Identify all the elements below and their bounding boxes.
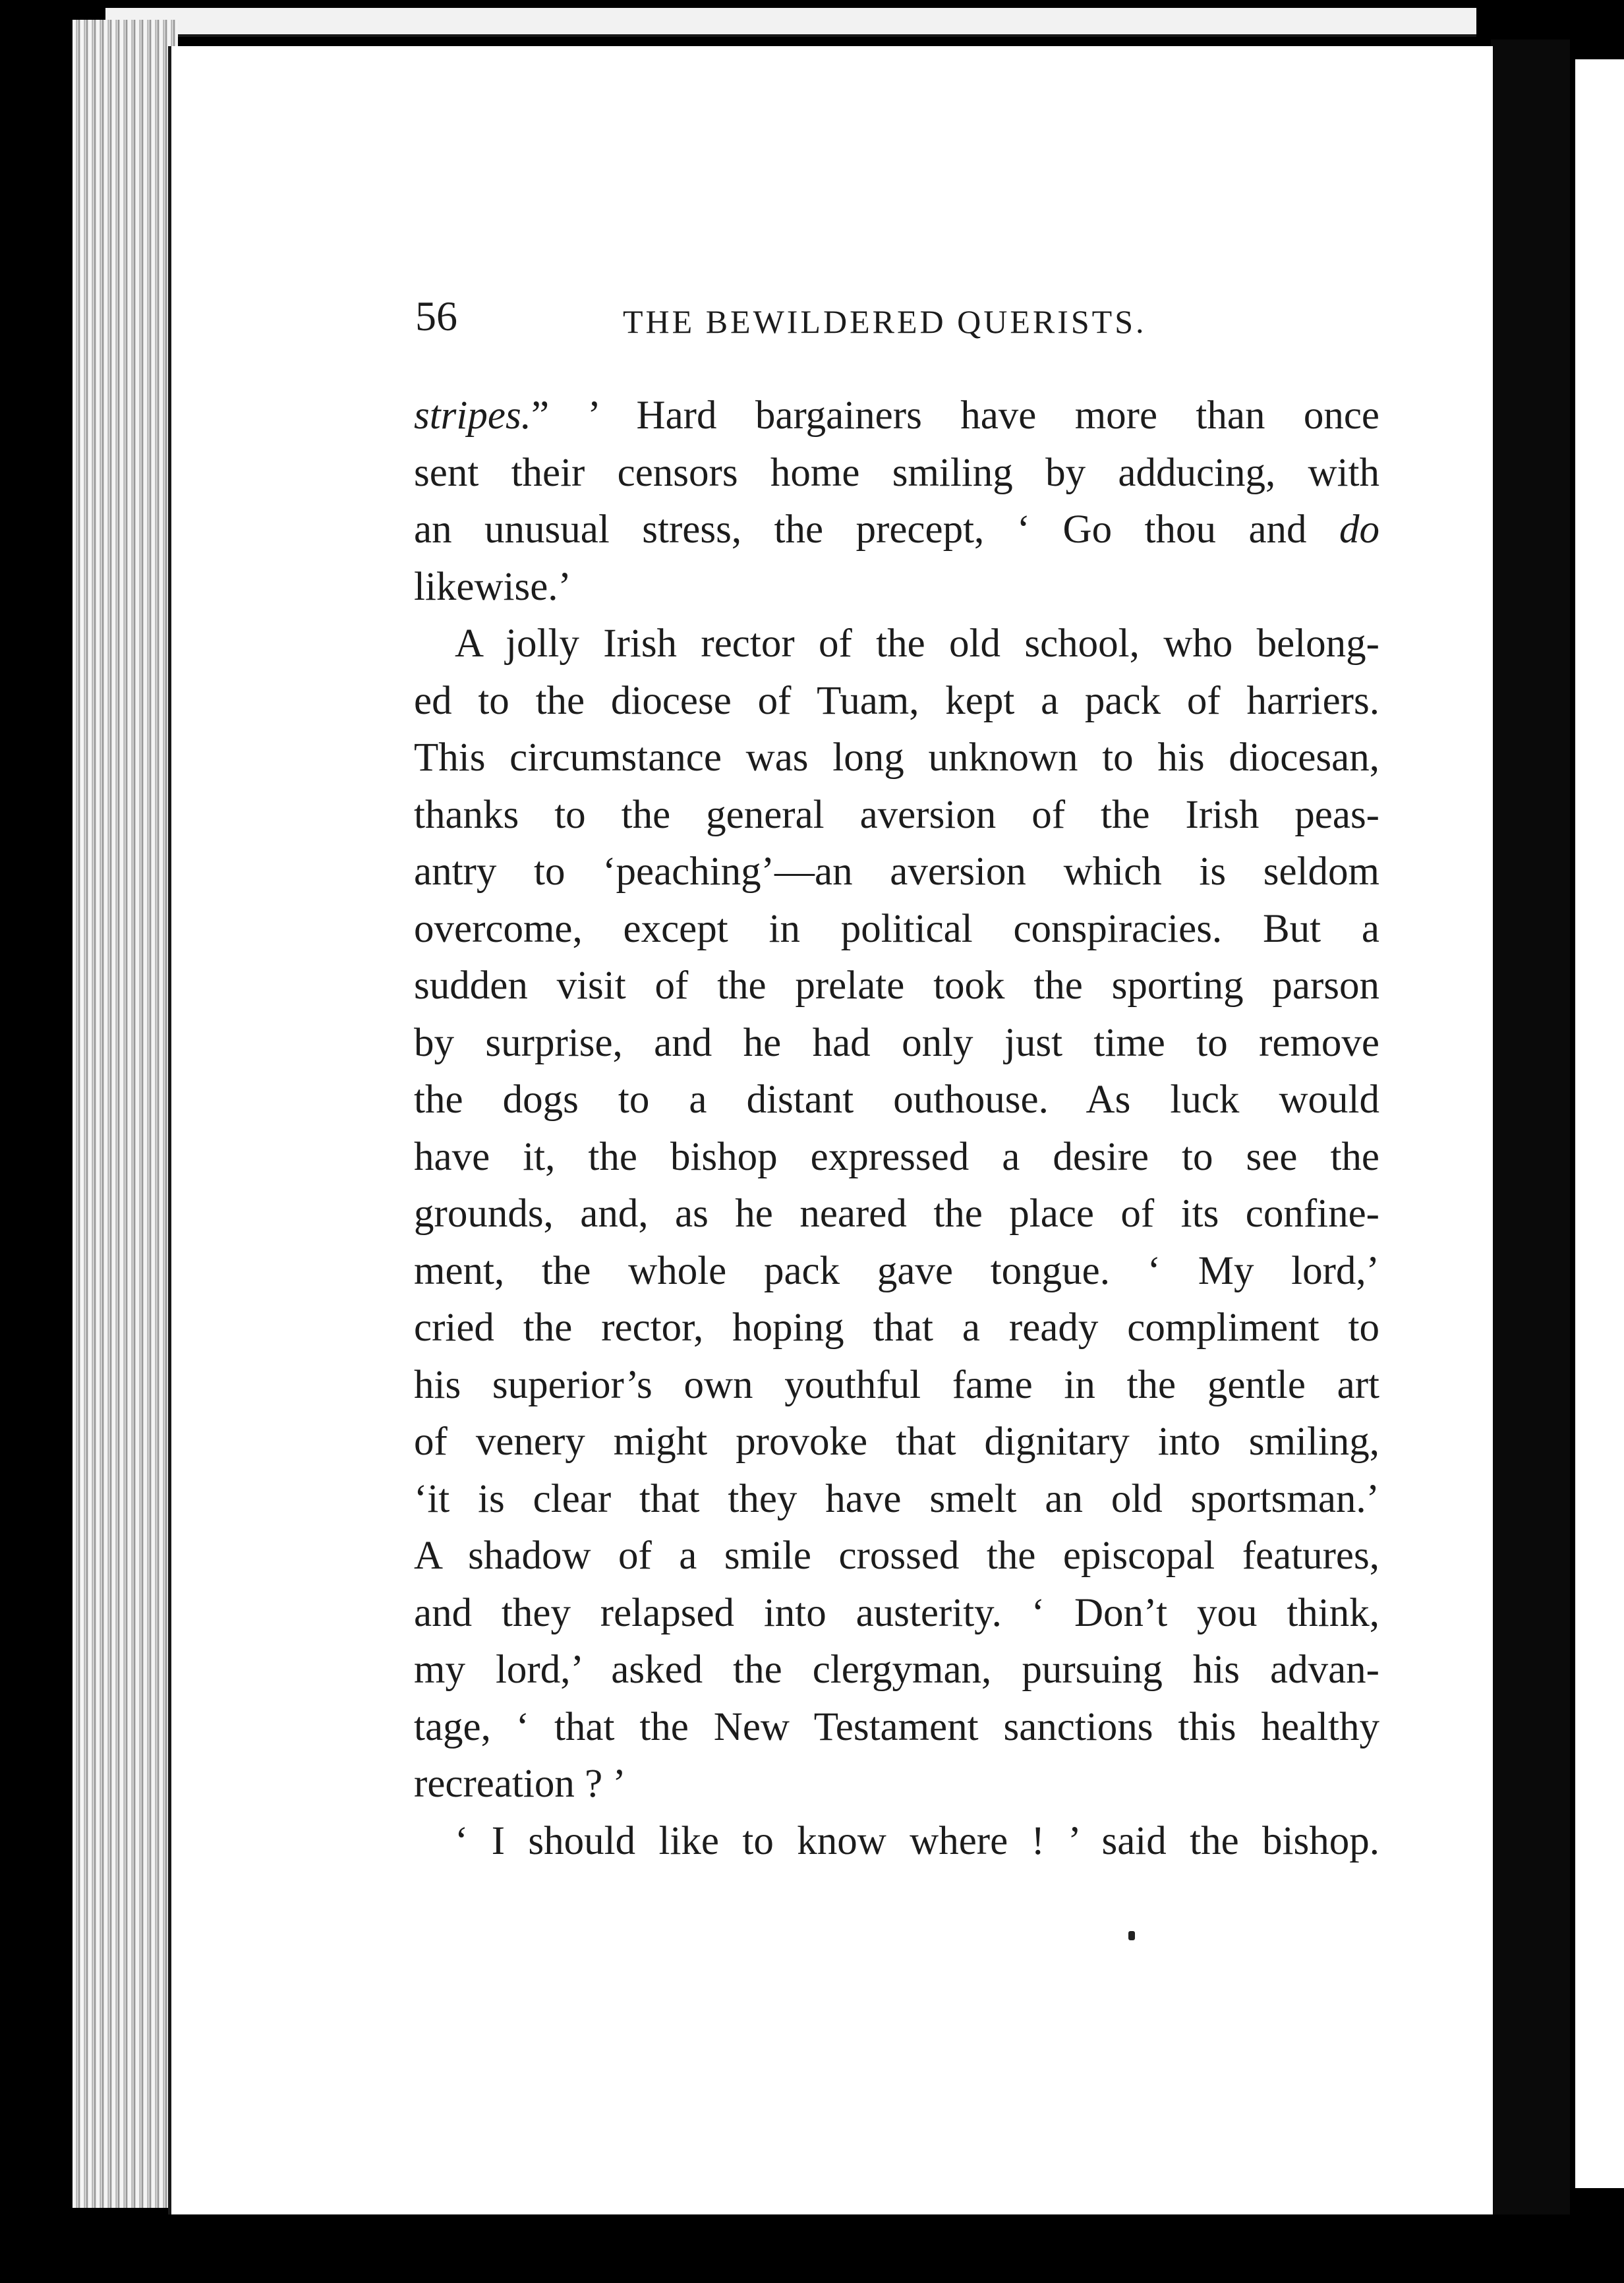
- line-text: antry to ‘peaching’—an aversion which is seldom: [414, 850, 1379, 894]
- line-text: his superior’s own youthful fame in the gentle art: [414, 1362, 1379, 1407]
- body-text: [414, 388, 1379, 1870]
- line-text: A jolly Irish rector of the old school, who belong-: [455, 621, 1379, 666]
- line-text: overcome, except in political conspiracies. But a: [414, 906, 1379, 951]
- line-text: thanks to the general aversion of the Irish peas-: [414, 792, 1379, 837]
- page-number: 56: [415, 293, 457, 339]
- text-line: [414, 901, 1379, 958]
- text-line: [414, 1300, 1379, 1357]
- line-text: an unusual stress, the precept, ‘ Go thou and: [414, 507, 1339, 552]
- line-text: have it, the bishop expressed a desire to see the: [414, 1134, 1379, 1179]
- text-line: [414, 1243, 1379, 1300]
- line-text: sudden visit of the prelate took the sporting parson: [414, 964, 1379, 1008]
- text-line: [414, 1813, 1379, 1870]
- line-text: of venery might provoke that dignitary into smiling,: [414, 1420, 1379, 1464]
- line-text: A shadow of a smile crossed the episcopal features,: [414, 1534, 1379, 1578]
- text-line: [414, 502, 1379, 559]
- line-text: likewise.’: [414, 564, 571, 609]
- text-line: [414, 445, 1379, 502]
- italic-word: do: [1339, 507, 1379, 552]
- line-text: ‘it is clear that they have smelt an old sportsman.’: [414, 1476, 1379, 1521]
- text-line: [414, 1186, 1379, 1243]
- text-line: [414, 844, 1379, 901]
- text-line: [414, 1585, 1379, 1642]
- text-line: [414, 1642, 1379, 1699]
- line-text: the dogs to a distant outhouse. As luck would: [414, 1078, 1379, 1122]
- page-stack-top-edge: [105, 8, 1476, 37]
- text-line: [414, 1414, 1379, 1471]
- text-line: [414, 730, 1379, 787]
- text-line: [414, 616, 1379, 673]
- text-line: [414, 1015, 1379, 1072]
- text-line: [414, 1072, 1379, 1129]
- text-line: [414, 1357, 1379, 1414]
- line-text: This circumstance was long unknown to his diocesan,: [414, 736, 1379, 780]
- text-line: [414, 673, 1379, 730]
- line-text: recreation ? ’: [414, 1762, 626, 1806]
- text-line: [414, 1699, 1379, 1756]
- running-head: THE BEWILDERED QUERISTS.: [623, 303, 1147, 340]
- line-text: by surprise, and he had only just time to remove: [414, 1020, 1379, 1065]
- line-text: ed to the diocese of Tuam, kept a pack of harriers.: [414, 678, 1379, 723]
- line-text: ment, the whole pack gave tongue. ‘ My lord,’: [414, 1248, 1379, 1293]
- line-text: ‘ I should like to know where ! ’ said the bishop.: [455, 1818, 1379, 1863]
- line-text: grounds, and, as he neared the place of its confine-: [414, 1192, 1379, 1236]
- line-text: sent their censors home smiling by adducing, with: [414, 450, 1379, 495]
- text-line: [414, 958, 1379, 1015]
- text-line: [414, 787, 1379, 844]
- book-gutter: [1491, 40, 1570, 2214]
- text-line: [414, 1528, 1379, 1585]
- book-page-edges: [72, 20, 178, 2208]
- line-text: my lord,’ asked the clergyman, pursuing his advan-: [414, 1648, 1379, 1692]
- text-line: [414, 1129, 1379, 1186]
- page-header: [415, 290, 1180, 343]
- line-text: tage, ‘ that the New Testament sanctions this healthy: [414, 1704, 1379, 1749]
- ink-speck: [1128, 1931, 1135, 1940]
- line-text: cried the rector, hoping that a ready compliment to: [414, 1306, 1379, 1350]
- text-line: [414, 1471, 1379, 1528]
- text-line: [414, 388, 1379, 445]
- line-text: ” ’ Hard bargainers have more than once: [531, 393, 1379, 438]
- facing-page-edge: [1575, 59, 1624, 2188]
- italic-word: stripes.: [414, 393, 531, 438]
- line-text: and they relapsed into austerity. ‘ Don’t you think,: [414, 1590, 1379, 1635]
- text-line: [414, 1756, 1379, 1813]
- text-line: [414, 559, 1379, 616]
